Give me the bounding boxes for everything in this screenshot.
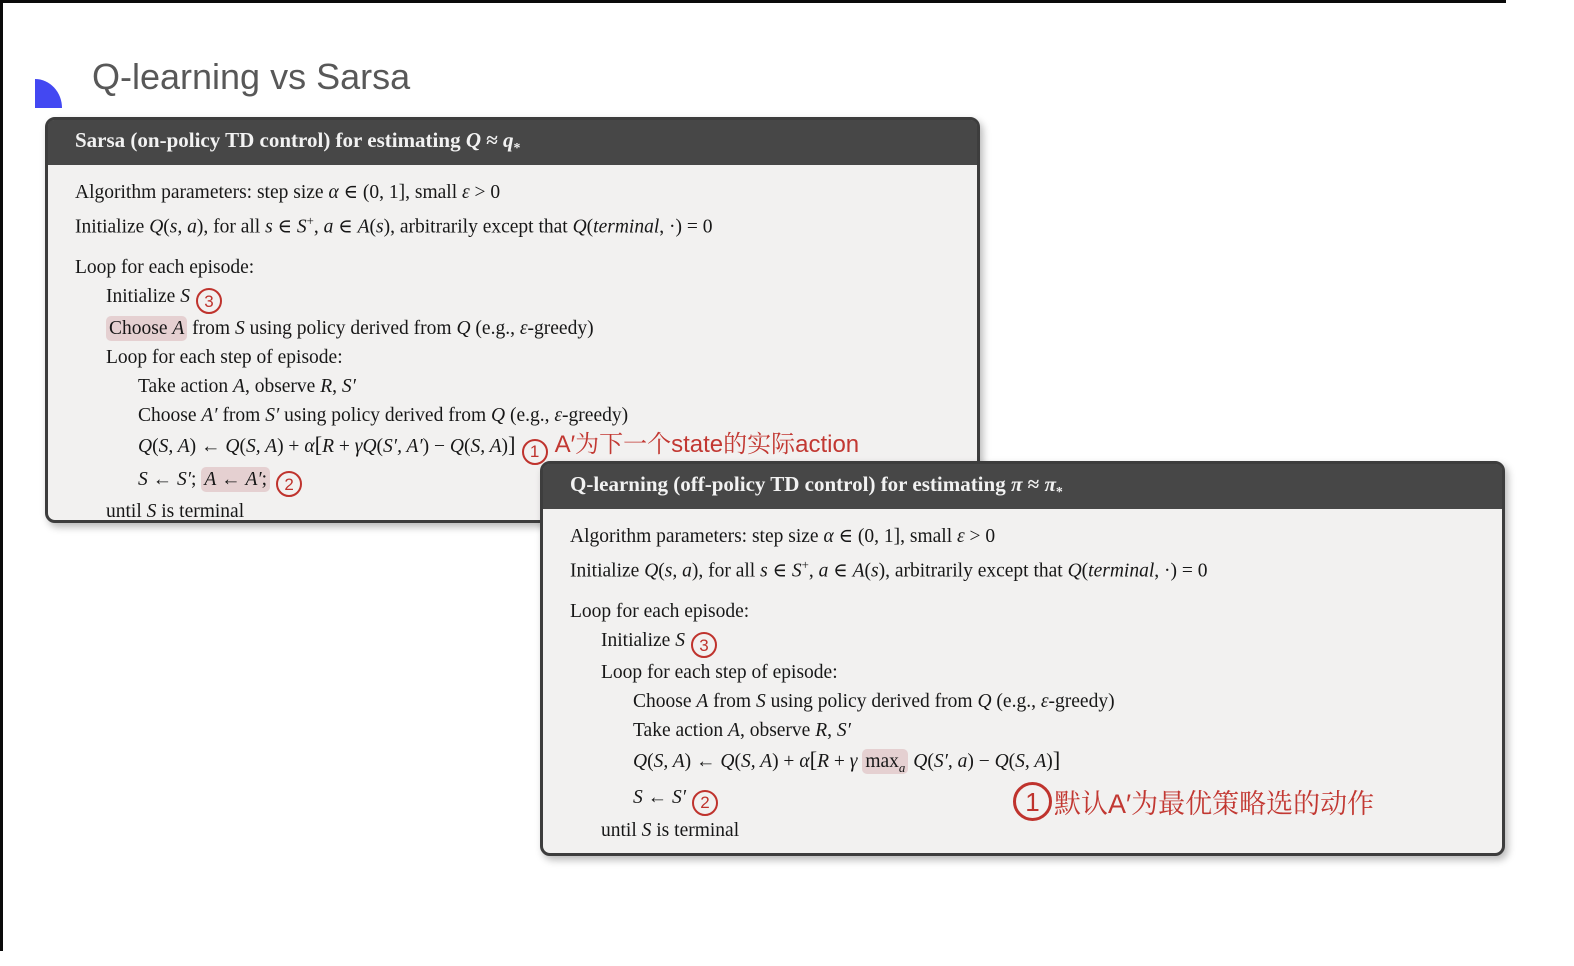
text-segment: Choose — [633, 691, 697, 713]
text-segment: ) ← — [189, 436, 226, 458]
text-segment: from — [217, 405, 266, 427]
text-segment: S, A — [246, 436, 278, 458]
text-segment — [106, 316, 187, 341]
text-segment: until — [601, 819, 642, 841]
text-segment: S — [180, 285, 190, 307]
qlearning-annotation-text: 默认A′为最优策略选的动作 — [1054, 789, 1375, 819]
algo-line — [75, 430, 951, 465]
text-segment: A — [172, 318, 185, 340]
text-segment: S — [633, 787, 643, 809]
text-segment — [201, 467, 270, 492]
text-segment: Q — [1067, 560, 1082, 582]
text-segment: Loop for each step of episode: — [601, 662, 838, 684]
text-segment: S′ — [836, 720, 851, 742]
text-segment: Initialize — [601, 629, 676, 651]
circled-number-icon: 2 — [276, 471, 302, 497]
text-segment: Q — [913, 751, 928, 773]
text-segment: a — [898, 761, 906, 776]
text-segment: Q — [633, 751, 648, 773]
text-segment: , observe — [244, 376, 321, 398]
text-segment: -greedy) — [527, 318, 594, 340]
text-segment: Q — [644, 560, 659, 582]
text-segment: ; — [261, 468, 268, 490]
text-segment: Q — [225, 436, 240, 458]
text-segment: (e.g., — [470, 318, 520, 340]
text-segment: , — [332, 376, 342, 398]
text-segment: Choose — [109, 318, 173, 340]
text-segment: A — [852, 560, 865, 582]
text-segment: ( — [864, 560, 872, 582]
text-segment: ε — [519, 318, 528, 340]
text-segment: Take action — [138, 376, 234, 398]
text-segment: s — [376, 216, 384, 238]
text-segment: s — [265, 216, 273, 238]
text-segment: , observe — [739, 720, 816, 742]
text-segment: a — [323, 216, 334, 238]
title-accent-icon — [35, 79, 62, 108]
text-segment: A′ — [201, 405, 218, 427]
text-segment: , — [313, 216, 324, 238]
circled-1-icon: 1 — [1013, 782, 1052, 821]
text-segment: ) + — [277, 436, 305, 458]
text-segment: ( — [376, 436, 384, 458]
text-segment: ← — [642, 787, 672, 809]
algo-line — [75, 372, 951, 401]
text-segment: * — [513, 140, 521, 156]
text-segment: A — [233, 376, 245, 398]
text-segment: A — [728, 720, 740, 742]
text-segment: S′, a — [933, 751, 968, 773]
text-segment: S — [146, 501, 157, 523]
text-segment: ) − — [967, 751, 995, 773]
text-segment: A — [204, 468, 217, 490]
text-segment: S′, A′ — [383, 436, 423, 458]
algo-line — [570, 716, 1476, 745]
text-segment: + — [334, 436, 355, 458]
text-segment: from — [187, 318, 235, 340]
text-segment: ) − — [422, 436, 450, 458]
text-segment: ≈ — [1022, 472, 1045, 496]
text-segment: Algorithm parameters: step size — [570, 526, 824, 548]
qlearning-algorithm-box — [540, 461, 1505, 856]
text-segment: S — [675, 629, 685, 651]
text-segment — [862, 749, 908, 774]
text-segment: , — [827, 720, 837, 742]
text-segment: ( — [658, 560, 665, 582]
text-segment: Q — [977, 691, 992, 713]
text-segment: ) — [501, 436, 509, 458]
text-segment: ∈ — [828, 560, 853, 582]
text-segment: * — [1055, 484, 1063, 500]
algo-line — [75, 343, 951, 372]
text-segment: [ — [809, 747, 818, 773]
algo-line — [570, 522, 1476, 551]
algo-line — [570, 551, 1476, 586]
text-segment: is terminal — [156, 501, 245, 523]
text-segment: ( — [734, 751, 741, 773]
text-segment: is terminal — [651, 819, 740, 841]
page-title: Q-learning vs Sarsa — [92, 56, 411, 97]
text-segment: S, A — [470, 436, 502, 458]
text-segment: S, A — [1015, 751, 1047, 773]
text-segment: ( — [239, 436, 246, 458]
text-segment: ∈ — [767, 560, 792, 582]
text-segment: Loop for each step of episode: — [106, 347, 343, 369]
text-segment: ε — [1040, 691, 1049, 713]
text-segment: ( — [163, 216, 170, 238]
text-segment: Loop for each episode: — [75, 256, 255, 278]
text-segment: ( — [463, 436, 471, 458]
text-segment: s, a — [169, 216, 197, 238]
text-segment: S — [296, 216, 307, 238]
text-segment: S, A — [741, 751, 773, 773]
text-segment: R — [815, 720, 828, 742]
text-segment: ( — [647, 751, 654, 773]
text-segment: > 0 — [964, 526, 996, 548]
text-segment: until — [106, 501, 147, 523]
algo-line — [75, 401, 951, 430]
text-segment: terminal — [1088, 560, 1155, 582]
text-segment: Q — [149, 216, 164, 238]
text-segment: ≈ — [481, 128, 504, 152]
text-segment: Q — [456, 318, 471, 340]
text-segment: ) + — [772, 751, 800, 773]
circled-number-icon: 2 — [692, 790, 718, 816]
text-segment: (e.g., — [505, 405, 555, 427]
text-segment: ← — [216, 468, 246, 490]
text-segment: ] — [1052, 747, 1061, 773]
text-segment: + — [801, 558, 809, 573]
text-segment: > 0 — [469, 182, 501, 204]
text-segment: ; — [191, 468, 202, 490]
text-segment: S — [234, 318, 245, 340]
text-segment: Q — [449, 436, 464, 458]
text-segment: S — [791, 560, 802, 582]
text-segment: , ·) = 0 — [659, 216, 713, 238]
text-segment: Q — [465, 128, 481, 152]
text-segment: π — [1010, 472, 1023, 496]
text-segment: α — [823, 526, 834, 548]
text-segment: ), arbitrarily except that — [878, 560, 1068, 582]
algo-line — [75, 253, 951, 282]
text-segment: R — [322, 436, 335, 458]
text-segment: A — [696, 691, 709, 713]
text-segment: -greedy) — [1048, 691, 1115, 713]
text-segment: using policy derived from — [279, 405, 491, 427]
text-segment: ) — [1046, 751, 1053, 773]
algo-line — [75, 282, 951, 315]
text-segment: Take action — [633, 720, 729, 742]
text-segment: ∈ (0, 1], small — [338, 182, 462, 204]
text-segment: S′ — [672, 787, 687, 809]
text-segment: π — [1044, 472, 1056, 496]
text-segment: ] — [508, 432, 516, 458]
text-segment: ( — [1081, 560, 1089, 582]
text-segment: R — [320, 376, 333, 398]
text-segment: ε — [554, 405, 563, 427]
text-segment: Algorithm parameters: step size — [75, 182, 329, 204]
text-segment: α — [799, 751, 810, 773]
text-segment: ), arbitrarily except that — [383, 216, 573, 238]
text-segment: Q-learning (off-policy TD control) for estimating — [570, 472, 1011, 496]
text-segment: S — [641, 819, 652, 841]
text-segment: Q — [490, 405, 506, 427]
text-segment: s — [760, 560, 768, 582]
text-segment: γ — [849, 751, 863, 773]
text-segment: , ·) = 0 — [1154, 560, 1208, 582]
text-segment: A — [357, 216, 370, 238]
text-segment: Initialize — [570, 560, 645, 582]
text-segment: γQ — [354, 436, 377, 458]
algo-line — [570, 626, 1476, 659]
circled-number-icon: 1 — [522, 439, 548, 465]
text-segment: ε — [461, 182, 470, 204]
text-segment: s, a — [664, 560, 692, 582]
text-segment: max — [865, 751, 899, 773]
text-segment: a — [818, 560, 829, 582]
text-segment: S — [755, 691, 766, 713]
text-segment: Initialize — [106, 285, 181, 307]
text-segment: Initialize — [75, 216, 150, 238]
text-segment: ( — [1008, 751, 1016, 773]
text-segment: ( — [586, 216, 594, 238]
text-segment: q — [503, 128, 514, 152]
algo-line — [570, 658, 1476, 687]
text-segment: ∈ — [333, 216, 358, 238]
text-segment: S′ — [265, 405, 280, 427]
algo-line — [570, 745, 1476, 783]
text-segment: S, A — [653, 751, 685, 773]
slide-border-top — [0, 0, 1506, 3]
text-segment: [ — [314, 432, 323, 458]
text-segment: ( — [927, 751, 934, 773]
text-segment: Q — [572, 216, 587, 238]
text-segment: using policy derived from — [244, 318, 457, 340]
algo-line — [75, 314, 951, 343]
text-segment: ( — [152, 436, 159, 458]
text-segment: S′ — [177, 468, 192, 490]
text-segment: ← — [147, 468, 177, 490]
text-segment: S — [138, 468, 148, 490]
circled-number-icon: 3 — [691, 632, 717, 658]
algo-line — [570, 597, 1476, 626]
text-segment: ) ← — [684, 751, 721, 773]
text-segment: ∈ (0, 1], small — [833, 526, 957, 548]
text-segment: + — [306, 214, 314, 229]
text-segment: Q — [138, 436, 153, 458]
text-segment: ( — [369, 216, 377, 238]
text-segment: S, A — [158, 436, 190, 458]
sarsa-header — [48, 120, 977, 165]
text-segment: Loop for each episode: — [570, 600, 750, 622]
text-segment: from — [708, 691, 756, 713]
text-segment: S′ — [341, 376, 356, 398]
text-segment: A′为下一个state的实际action — [554, 431, 860, 459]
text-segment: + — [829, 751, 850, 773]
algo-line — [75, 207, 951, 242]
text-segment: R — [817, 751, 830, 773]
text-segment: ε — [956, 526, 965, 548]
text-segment: using policy derived from — [765, 691, 978, 713]
text-segment: A′ — [245, 468, 262, 490]
circled-number-icon: 3 — [196, 288, 222, 314]
qlearning-header — [543, 464, 1502, 509]
text-segment: (e.g., — [991, 691, 1041, 713]
text-segment: , — [808, 560, 819, 582]
slide-border-left — [0, 0, 3, 951]
text-segment: ), for all — [196, 216, 266, 238]
text-segment: α — [328, 182, 339, 204]
text-segment: ), for all — [691, 560, 761, 582]
algo-line — [75, 178, 951, 207]
text-segment: terminal — [593, 216, 660, 238]
text-segment: Q — [994, 751, 1009, 773]
text-segment: ∈ — [272, 216, 297, 238]
text-segment: Q — [720, 751, 735, 773]
text-segment: α — [304, 436, 315, 458]
text-segment: Sarsa (on-policy TD control) for estimating — [75, 128, 466, 152]
text-segment: s — [871, 560, 879, 582]
text-segment: Choose — [138, 405, 202, 427]
algo-line — [570, 687, 1476, 716]
qlearning-annotation — [1013, 782, 1374, 821]
text-segment: -greedy) — [562, 405, 629, 427]
